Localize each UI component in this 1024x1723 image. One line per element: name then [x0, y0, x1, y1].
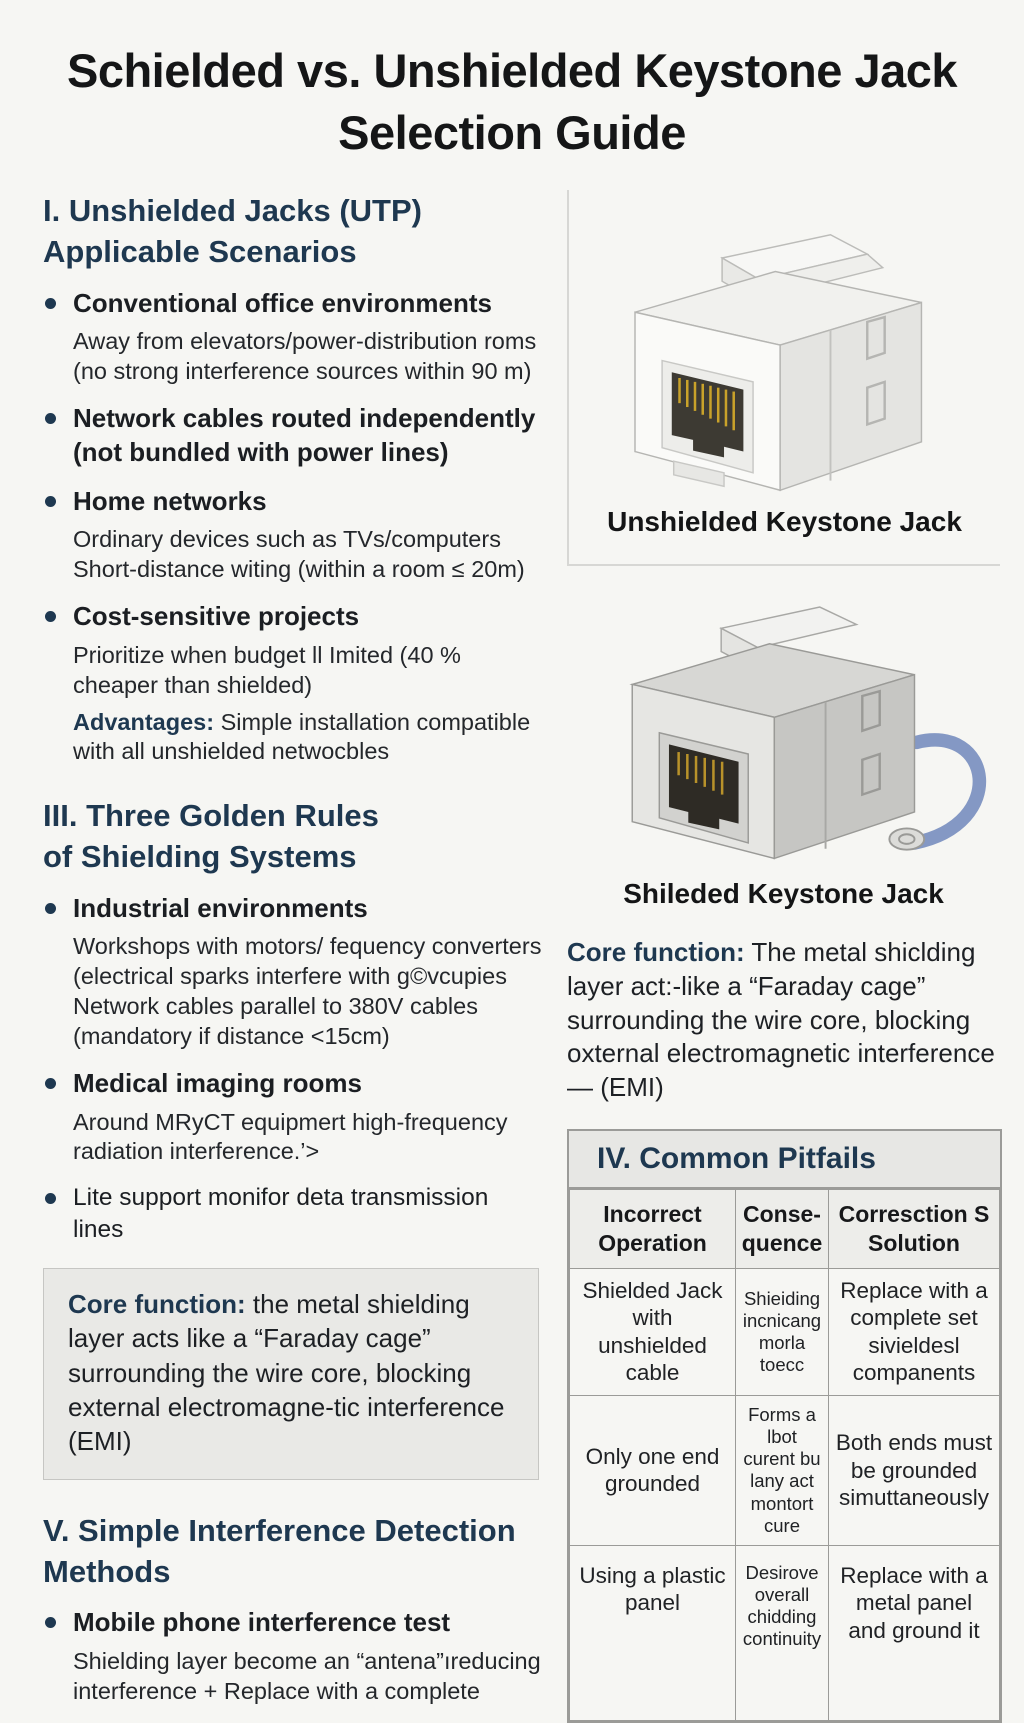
table-cell: Shieiding incnicang morla toecc [736, 1269, 829, 1396]
list-item [43, 402, 543, 470]
list-item [43, 485, 543, 585]
core-function-label: Core function: [68, 1289, 246, 1320]
bullet-head: Medical imaging rooms [73, 1067, 362, 1098]
section-heading-utp-line2: Applicable Scenarios [43, 234, 357, 270]
bullet-body: Ordinary devices such as TVs/computers Short-distance witing (within a room ≤ 20m) [73, 526, 525, 583]
shielded-jack-image [574, 580, 994, 870]
bullet-icon [45, 611, 56, 622]
core-function-label: Core function: [567, 937, 745, 968]
core-function-paragraph [567, 936, 1000, 1105]
list-item [43, 287, 543, 387]
bullet-icon [45, 413, 56, 424]
bullet-body: Away from elevators/power-distribution roms (no strong interference sources within 90 m) [73, 328, 537, 385]
core-function-text: The metal shiclding layer act:-like a “Faraday cage” surrounding the wire core, blocking oxternal electromagnetic interference — (EMI) [567, 937, 995, 1103]
page-title-line1: Schielded vs. Unshielded Keystone Jack [66, 44, 958, 97]
bullet-head: Cost-sensitive projects [73, 601, 360, 632]
bullet-body: Shielding layer become an “antena”ıreducing interference + Replace with a complete [73, 1647, 541, 1704]
common-pitfalls-table [567, 1129, 1002, 1723]
bullet-head: Network cables routed independently (not bundled with power lines) [73, 402, 536, 467]
bullet-icon [45, 1193, 56, 1204]
unshielded-jack-caption: Unshielded Keystone Jack [607, 506, 962, 538]
section-heading-detection [43, 1510, 543, 1592]
section-heading-detection-line2: Methods [43, 1553, 171, 1589]
table-cell: Using a plastic panel [570, 1545, 736, 1720]
bullet-body: Workshops with motors/ fequency converters (electrical sparks interfere with g©vcupies Network cables parallel to 380V cables (mandatory if distance <15cm) [73, 933, 542, 1049]
table-cell: Replace with a metal panel and ground it [829, 1545, 1000, 1720]
pitfalls-title: IV. Common Pitfails [569, 1131, 1000, 1189]
table-header-correction-solution: Corresction S Solution [829, 1190, 1000, 1269]
bullet-head: Lite support monifor deta transmission lines [73, 1184, 489, 1244]
list-item [43, 1067, 543, 1167]
section-heading-utp-line1: I. Unshielded Jacks (UTP) [43, 193, 422, 229]
table-row [570, 1395, 1000, 1545]
list-item [43, 600, 543, 767]
table-cell: Replace with a complete set sivieldesl companents [829, 1269, 1000, 1396]
page-title-line2: Selection Guide [338, 106, 686, 160]
bullet-advantages [73, 708, 543, 768]
utp-bullet-list [43, 287, 543, 768]
unshielded-jack-panel [567, 190, 1000, 566]
section-heading-golden-line1: III. Three Golden Rules [43, 798, 379, 834]
bullet-body: Prioritize when budget ll Imited (40 % cheaper than shielded) [73, 641, 461, 698]
bullet-head: Conventional office environments [73, 287, 492, 318]
content-columns [0, 190, 1024, 1723]
bullet-icon [45, 298, 56, 309]
bullet-head: Industrial environments [73, 892, 368, 923]
core-function-text: the metal shielding layer acts like a “Faraday cage” surrounding the wire core, blocking external electromagne-tic interference (EMI) [68, 1289, 505, 1457]
left-column [43, 190, 543, 1721]
bullet-head: Mobile phone interference test [73, 1607, 451, 1638]
table-header-consequence: Conse-quence [736, 1190, 829, 1269]
bullet-icon [45, 903, 56, 914]
table-row [570, 1269, 1000, 1396]
bullet-body: Around MRyCT equipmert high-frequency radiation interference.’> [73, 1108, 508, 1165]
section-heading-golden-rules [43, 795, 543, 877]
table-cell: Forms a lbot curent bu lany act montort cure [736, 1395, 829, 1545]
detection-bullet-list [43, 1606, 543, 1706]
section-heading-utp [43, 190, 543, 272]
table-cell: Shielded Jack with unshielded cable [570, 1269, 736, 1396]
advantages-label: Advantages: [73, 708, 215, 735]
shielded-jack-panel [567, 566, 1000, 910]
list-item [43, 1606, 543, 1706]
bullet-icon [45, 496, 56, 507]
golden-bullet-list [43, 892, 543, 1246]
table-row [570, 1545, 1000, 1720]
advantages-text: Simple installation compatible with all unshielded netwocbles [73, 708, 531, 765]
bullet-head: Home networks [73, 485, 267, 516]
table-cell: Both ends must be grounded simuttaneously [829, 1395, 1000, 1545]
core-function-box [43, 1268, 539, 1480]
list-item [43, 892, 543, 1052]
shielded-jack-caption: Shileded Keystone Jack [623, 878, 944, 910]
bullet-icon [45, 1078, 56, 1089]
table-cell: Desirove overall chidding continuity [736, 1545, 829, 1720]
unshielded-jack-image [575, 198, 995, 498]
list-item [43, 1182, 543, 1246]
table-header-incorrect-operation: Incorrect Operation [570, 1190, 736, 1269]
page-title [0, 0, 1024, 164]
section-heading-detection-line1: V. Simple Interference Detection [43, 1512, 516, 1548]
table-cell: Only one end grounded [570, 1395, 736, 1545]
section-heading-golden-line2: of Shielding Systems [43, 839, 357, 875]
right-column [567, 190, 1000, 1723]
bullet-icon [45, 1617, 56, 1628]
